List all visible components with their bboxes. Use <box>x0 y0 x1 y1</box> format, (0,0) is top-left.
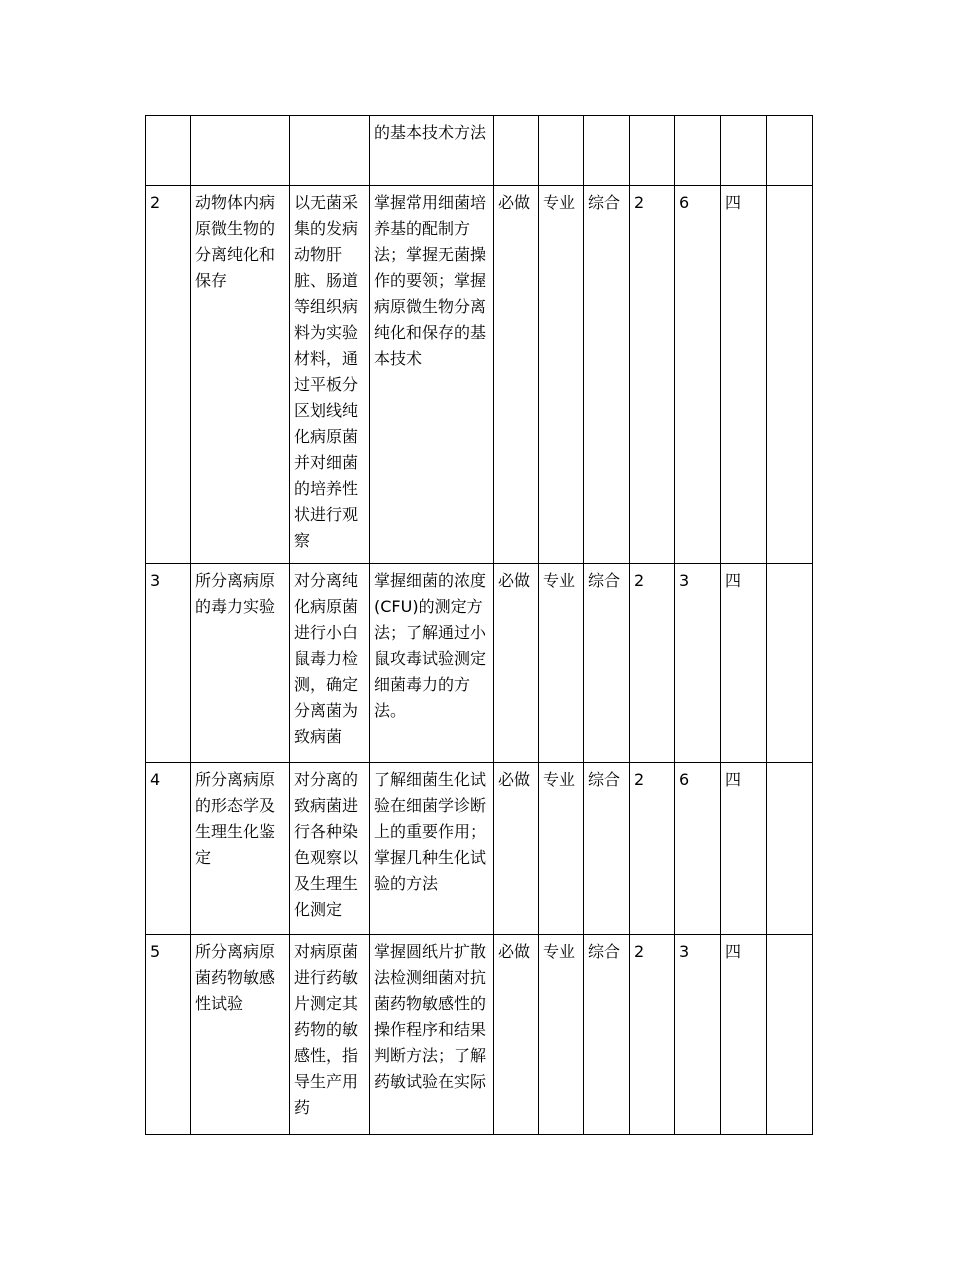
cell-no <box>146 186 191 564</box>
cell-term <box>721 564 767 763</box>
cell-name-text: 所分离病原菌药物敏感性试验 <box>195 942 276 1013</box>
table-row <box>146 763 813 935</box>
cell-remark <box>767 763 813 935</box>
cell-term-text: 四 <box>725 942 742 961</box>
cell-group-size-text: 2 <box>634 193 645 212</box>
cell-content <box>290 564 370 763</box>
cell-remark <box>767 186 813 564</box>
cell-type-text: 必做 <box>498 193 531 212</box>
cell-requirement-text: 掌握细菌的浓度(CFU)的测定方法；了解通过小鼠攻毒试验测定细菌毒力的方法。 <box>374 571 487 720</box>
cell-no-text: 3 <box>150 571 161 590</box>
cell-no-text: 5 <box>150 942 161 961</box>
cell-nature-text: 综合 <box>588 193 621 212</box>
cell-term <box>721 763 767 935</box>
cell-name-text: 所分离病原的形态学及生理生化鉴定 <box>195 770 276 867</box>
experiment-table <box>145 115 813 1135</box>
cell-content-text: 对分离纯化病原菌进行小白鼠毒力检测，确定分离菌为致病菌 <box>294 571 359 746</box>
cell-type <box>494 186 539 564</box>
cell-content-text: 以无菌采集的发病动物肝脏、肠道等组织病料为实验材料，通过平板分区划线纯化病原菌并对细菌的培养性状进行观察 <box>294 193 359 550</box>
cell-type <box>494 564 539 763</box>
table-row <box>146 935 813 1135</box>
cell-term <box>721 116 767 186</box>
cell-type-text: 必做 <box>498 770 531 789</box>
cell-requirement <box>370 116 494 186</box>
cell-content <box>290 186 370 564</box>
cell-group-size <box>630 564 675 763</box>
cell-requirement <box>370 186 494 564</box>
cell-requirement-text: 掌握常用细菌培养基的配制方法；掌握无菌操作的要领；掌握病原微生物分离纯化和保存的基本技术 <box>374 193 487 368</box>
cell-group-size <box>630 116 675 186</box>
cell-no-text: 4 <box>150 770 161 789</box>
cell-name-text: 所分离病原的毒力实验 <box>195 571 276 616</box>
cell-hours-text: 6 <box>679 193 690 212</box>
cell-hours-text: 3 <box>679 942 690 961</box>
cell-name-text: 动物体内病原微生物的分离纯化和保存 <box>195 193 276 290</box>
cell-term <box>721 186 767 564</box>
cell-hours-text: 3 <box>679 571 690 590</box>
cell-content-text: 对病原菌进行药敏片测定其药物的敏感性，指导生产用药 <box>294 942 359 1117</box>
cell-term-text: 四 <box>725 193 742 212</box>
cell-name <box>191 935 290 1135</box>
cell-nature <box>584 186 630 564</box>
cell-type-text: 必做 <box>498 571 531 590</box>
cell-content <box>290 116 370 186</box>
cell-group-size-text: 2 <box>634 942 645 961</box>
cell-no-text: 2 <box>150 193 161 212</box>
cell-requirement-text: 了解细菌生化试验在细菌学诊断上的重要作用；掌握几种生化试验的方法 <box>374 770 487 893</box>
cell-requirement-text: 掌握圆纸片扩散法检测细菌对抗菌药物敏感性的操作程序和结果判断方法；了解药敏试验在实际 <box>374 942 487 1091</box>
cell-requirement <box>370 763 494 935</box>
cell-category <box>539 935 584 1135</box>
table-row <box>146 116 813 186</box>
cell-group-size <box>630 186 675 564</box>
cell-nature <box>584 763 630 935</box>
cell-hours <box>675 116 721 186</box>
cell-nature <box>584 935 630 1135</box>
cell-nature-text: 综合 <box>588 770 621 789</box>
cell-category-text: 专业 <box>543 770 576 789</box>
cell-name <box>191 186 290 564</box>
cell-content <box>290 763 370 935</box>
cell-remark <box>767 116 813 186</box>
cell-name <box>191 564 290 763</box>
cell-requirement-text: 的基本技术方法 <box>374 123 487 142</box>
cell-hours <box>675 763 721 935</box>
cell-term-text: 四 <box>725 571 742 590</box>
cell-remark <box>767 935 813 1135</box>
cell-term <box>721 935 767 1135</box>
cell-type-text: 必做 <box>498 942 531 961</box>
cell-nature-text: 综合 <box>588 942 621 961</box>
cell-nature-text: 综合 <box>588 571 621 590</box>
cell-hours <box>675 186 721 564</box>
cell-name <box>191 116 290 186</box>
cell-type <box>494 935 539 1135</box>
cell-type <box>494 116 539 186</box>
cell-content-text: 对分离的致病菌进行各种染色观察以及生理生化测定 <box>294 770 359 919</box>
cell-nature <box>584 116 630 186</box>
cell-hours <box>675 935 721 1135</box>
cell-no <box>146 935 191 1135</box>
cell-nature <box>584 564 630 763</box>
cell-category <box>539 763 584 935</box>
cell-group-size <box>630 935 675 1135</box>
cell-group-size-text: 2 <box>634 571 645 590</box>
cell-category <box>539 186 584 564</box>
table-row <box>146 564 813 763</box>
cell-requirement <box>370 564 494 763</box>
cell-requirement <box>370 935 494 1135</box>
cell-category-text: 专业 <box>543 571 576 590</box>
cell-term-text: 四 <box>725 770 742 789</box>
table-row <box>146 186 813 564</box>
cell-content <box>290 935 370 1135</box>
cell-category-text: 专业 <box>543 942 576 961</box>
cell-group-size <box>630 763 675 935</box>
cell-no <box>146 564 191 763</box>
cell-type <box>494 763 539 935</box>
cell-hours <box>675 564 721 763</box>
cell-no <box>146 116 191 186</box>
cell-remark <box>767 564 813 763</box>
cell-group-size-text: 2 <box>634 770 645 789</box>
cell-category <box>539 116 584 186</box>
cell-no <box>146 763 191 935</box>
cell-category <box>539 564 584 763</box>
cell-name <box>191 763 290 935</box>
cell-category-text: 专业 <box>543 193 576 212</box>
cell-hours-text: 6 <box>679 770 690 789</box>
